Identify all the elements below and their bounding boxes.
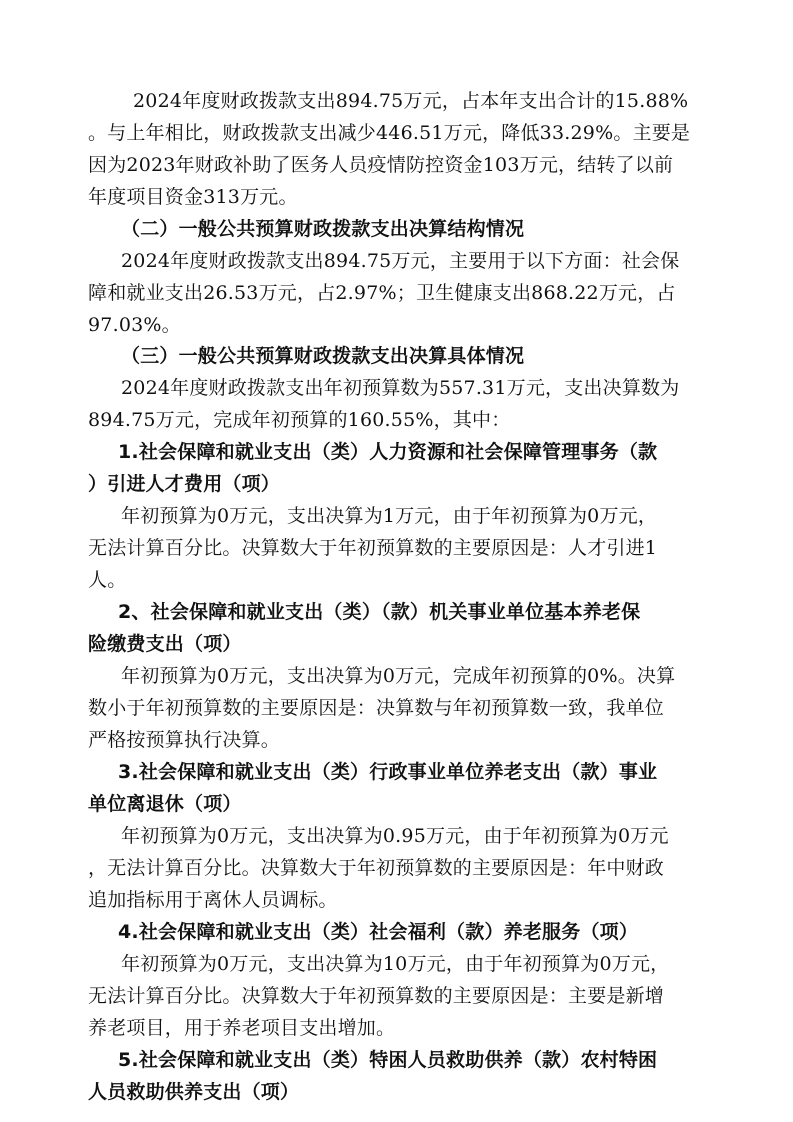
item-heading: 3.社会保障和就业支出（类）行政事业单位养老支出（款）事业 bbox=[118, 761, 658, 783]
paragraph-line: 年初预算为0万元，支出决算为10万元，由于年初预算为0万元， bbox=[121, 953, 670, 975]
item-heading: 单位离退休（项） bbox=[88, 793, 242, 815]
item-heading: 人员救助供养支出（项） bbox=[88, 1081, 300, 1103]
section-heading: （三）一般公共预算财政拨款支出决算具体情况 bbox=[121, 345, 525, 367]
item-heading: 4.社会保障和就业支出（类）社会福利（款）养老服务（项） bbox=[118, 921, 639, 943]
item-heading: 5.社会保障和就业支出（类）特困人员救助供养（款）农村特困 bbox=[118, 1049, 658, 1071]
paragraph-line: 追加指标用于离休人员调标。 bbox=[88, 889, 338, 911]
paragraph-line: 年度项目资金313万元。 bbox=[88, 186, 298, 208]
paragraph-line: 97.03%。 bbox=[88, 314, 181, 336]
paragraph-line: 2024年度财政拨款支出894.75万元，主要用于以下方面：社会保 bbox=[121, 250, 680, 272]
paragraph-line: 严格按预算执行决算。 bbox=[88, 729, 281, 751]
section-heading: （二）一般公共预算财政拨款支出决算结构情况 bbox=[121, 218, 525, 240]
paragraph-line: ，无法计算百分比。决算数大于年初预算数的主要原因是：年中财政 bbox=[88, 857, 665, 879]
paragraph-line: 894.75万元，完成年初预算的160.55%，其中： bbox=[88, 409, 511, 431]
paragraph-line: 障和就业支出26.53万元，占2.97%；卫生健康支出868.22万元，占 bbox=[88, 282, 676, 304]
paragraph-line: 人。 bbox=[88, 569, 127, 591]
paragraph-line: 养老项目，用于养老项目支出增加。 bbox=[88, 1017, 396, 1039]
paragraph-line: 。与上年相比，财政拨款支出减少446.51万元，降低33.29%。主要是 bbox=[88, 122, 691, 144]
paragraph-line: 年初预算为0万元，支出决算为0万元，完成年初预算的0%。决算 bbox=[121, 665, 676, 687]
paragraph-line: 数小于年初预算数的主要原因是：决算数与年初预算数一致，我单位 bbox=[88, 697, 665, 719]
paragraph-line: 年初预算为0万元，支出决算为0.95万元，由于年初预算为0万元 bbox=[121, 825, 669, 847]
item-heading: ）引进人才费用（项） bbox=[88, 473, 281, 495]
paragraph-line: 2024年度财政拨款支出894.75万元，占本年支出合计的15.88% bbox=[133, 90, 689, 112]
paragraph-line: 无法计算百分比。决算数大于年初预算数的主要原因是：主要是新增 bbox=[88, 985, 665, 1007]
item-heading: 险缴费支出（项） bbox=[88, 633, 242, 655]
paragraph-line: 2024年度财政拨款支出年初预算数为557.31万元，支出决算数为 bbox=[121, 377, 680, 399]
paragraph-line: 因为2023年财政补助了医务人员疫情防控资金103万元，结转了以前 bbox=[88, 154, 674, 176]
item-heading: 1.社会保障和就业支出（类）人力资源和社会保障管理事务（款 bbox=[118, 441, 658, 463]
paragraph-line: 年初预算为0万元，支出决算为1万元，由于年初预算为0万元， bbox=[121, 505, 658, 527]
paragraph-line: 无法计算百分比。决算数大于年初预算数的主要原因是：人才引进1 bbox=[88, 537, 658, 559]
item-heading: 2、社会保障和就业支出（类）（款）机关事业单位基本养老保 bbox=[118, 601, 641, 623]
